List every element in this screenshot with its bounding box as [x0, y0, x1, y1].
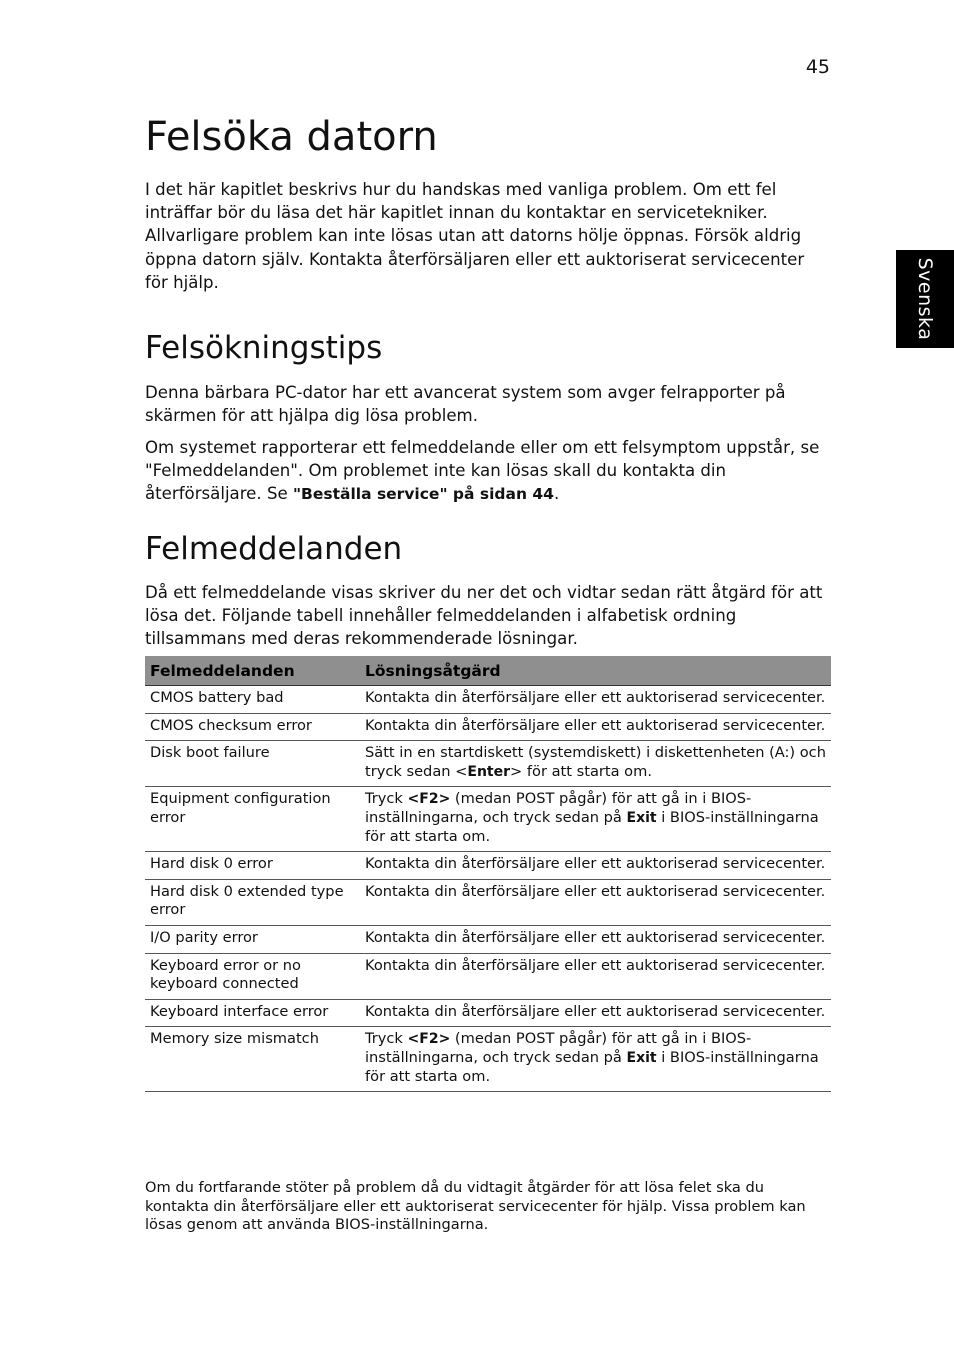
table-row: [145, 1027, 831, 1092]
tips-paragraph-1: Denna bärbara PC-dator har ett avancerat system som avger felrapporter på skärmen för att hjälpa dig lösa problem.: [145, 383, 786, 426]
solution-cell: [360, 787, 831, 852]
intro-paragraph: I det här kapitlet beskrivs hur du handskas med vanliga problem. Om ett fel inträffar bör du läsa det här kapitlet innan du kontaktar en servicetekniker. Allvarligare problem kan inte lösas utan att datorns hölje öppnas. Försök aldrig öppna datorn själv. Kontakta återförsäljaren eller ett auktoriserat servicecenter för hjälp.: [145, 180, 805, 292]
key-label: Enter: [467, 763, 511, 780]
error-message-cell: Memory size mismatch: [145, 1027, 360, 1092]
table-row: [145, 879, 831, 925]
footnote: Om du fortfarande stöter på problem då du vidtagit åtgärder för att lösa felet ska du kontakta din återförsäljare eller ett auktoriserat servicecenter för hjälp. Vissa problem kan lösas genom att använda BIOS-inställningarna.: [145, 1179, 806, 1234]
service-link[interactable]: "Beställa service" på sidan 44: [292, 485, 554, 504]
col-header-message: Felmeddelanden: [145, 656, 360, 686]
tips-heading: Felsökningstips: [145, 330, 383, 366]
errors-heading: Felmeddelanden: [145, 531, 403, 567]
solution-text: > för att starta om.: [510, 762, 652, 780]
error-message-cell: Equipment configuration error: [145, 787, 360, 852]
table-row: [145, 925, 831, 953]
error-message-cell: Disk boot failure: [145, 741, 360, 787]
col-header-solution: Lösningsåtgärd: [360, 656, 831, 686]
solution-cell: Kontakta din återförsäljare eller ett auktoriserad servicecenter.: [360, 925, 831, 953]
table-row: [145, 741, 831, 787]
table-row: [145, 953, 831, 999]
language-tab: [896, 250, 954, 348]
solution-text: Sätt in en startdiskett (systemdiskett) i diskettenheten (A:) och tryck sedan <: [365, 744, 826, 780]
solution-cell: [360, 1027, 831, 1092]
solution-text: i BIOS-inställningarna för att starta om.: [365, 808, 819, 845]
solution-text: Tryck: [365, 1030, 408, 1048]
solution-text: i BIOS-inställningarna för att starta om.: [365, 1048, 819, 1085]
error-message-cell: CMOS checksum error: [145, 713, 360, 741]
error-message-cell: Keyboard interface error: [145, 999, 360, 1027]
solution-text: (medan POST pågår) för att gå in i BIOS-inställningarna, och tryck sedan på: [365, 790, 752, 826]
table-row: [145, 787, 831, 852]
solution-cell: Kontakta din återförsäljare eller ett auktoriserad servicecenter.: [360, 953, 831, 999]
tips-p2-text: Om systemet rapporterar ett felmeddelande eller om ett felsymptom uppstår, se "Felmeddelanden". Om problemet inte kan lösas skall du kontakta din återförsäljare. Se: [145, 438, 820, 504]
solution-cell: Kontakta din återförsäljare eller ett auktoriserad servicecenter.: [360, 713, 831, 741]
error-message-cell: CMOS battery bad: [145, 686, 360, 714]
solution-cell: Kontakta din återförsäljare eller ett auktoriserad servicecenter.: [360, 686, 831, 714]
solution-text: Tryck: [365, 790, 408, 808]
tips-p2-suffix: .: [553, 484, 560, 504]
page-number: 45: [805, 56, 830, 78]
error-message-cell: Hard disk 0 extended type error: [145, 879, 360, 925]
errors-paragraph: Då ett felmeddelande visas skriver du ner det och vidtar sedan rätt åtgärd för att lösa det. Följande tabell innehåller felmeddelanden i alfabetisk ordning tillsammans med deras rekommenderade lösningar.: [145, 583, 823, 649]
table-row: [145, 999, 831, 1027]
key-label: <F2>: [407, 791, 451, 808]
error-table: [145, 656, 831, 1092]
error-message-cell: Keyboard error or no keyboard connected: [145, 953, 360, 999]
table-row: [145, 713, 831, 741]
solution-cell: Kontakta din återförsäljare eller ett auktoriserad servicecenter.: [360, 999, 831, 1027]
solution-cell: [360, 741, 831, 787]
error-message-cell: Hard disk 0 error: [145, 852, 360, 880]
key-label: Exit: [626, 1049, 657, 1066]
key-label: <F2>: [407, 1031, 451, 1048]
table-header-row: [145, 656, 831, 686]
key-label: Exit: [626, 809, 657, 826]
table-row: [145, 686, 831, 714]
tips-paragraph-2: [145, 436, 831, 507]
table-row: [145, 852, 831, 880]
solution-cell: Kontakta din återförsäljare eller ett auktoriserad servicecenter.: [360, 852, 831, 880]
page-title: Felsöka datorn: [145, 114, 438, 160]
error-message-cell: I/O parity error: [145, 925, 360, 953]
solution-text: (medan POST pågår) för att gå in i BIOS-inställningarna, och tryck sedan på: [365, 1030, 752, 1066]
solution-cell: Kontakta din återförsäljare eller ett auktoriserad servicecenter.: [360, 879, 831, 925]
language-tab-label: Svenska: [914, 257, 936, 341]
